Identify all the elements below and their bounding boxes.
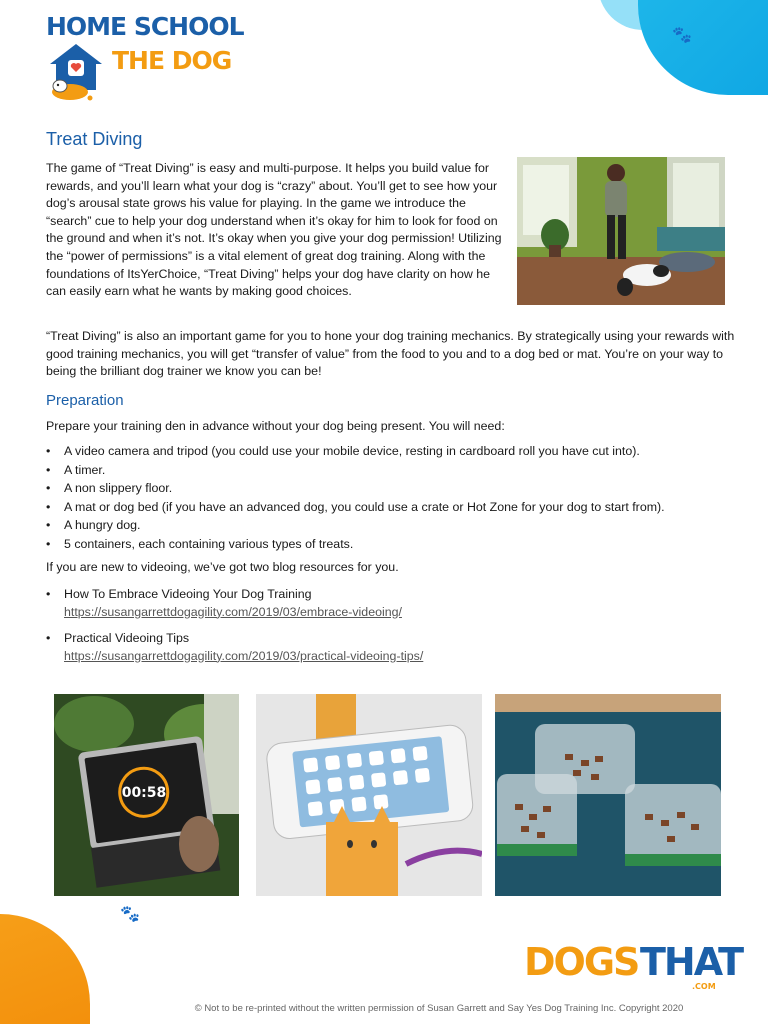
- logo-text-that: THAT: [640, 940, 743, 984]
- resource-title: How To Embrace Videoing Your Dog Training: [64, 587, 312, 601]
- photo-phone-on-cardboard-stand: [256, 694, 482, 896]
- video-resources-intro: If you are new to videoing, we’ve got two blog resources for you.: [46, 560, 399, 574]
- photo-woman-training-dog: [517, 157, 725, 305]
- resource-link[interactable]: https://susangarrettdogagility.com/2019/03/embrace-videoing/: [64, 604, 402, 619]
- list-item: • A hungry dog.: [46, 516, 736, 535]
- paw-icon: 🐾: [120, 906, 140, 923]
- photo-treat-containers: [495, 694, 721, 896]
- logo-text-dogs: DOGS: [524, 940, 639, 984]
- decorative-blob-top-right: [638, 0, 768, 95]
- dogs-that-logo[interactable]: [524, 930, 743, 998]
- timer-display: 00:58: [121, 785, 167, 801]
- paw-icon: 🐾: [672, 27, 692, 44]
- logo-text-com: .COM: [692, 982, 716, 991]
- list-item: • A timer.: [46, 461, 736, 480]
- home-school-the-dog-logo[interactable]: [46, 10, 244, 102]
- list-item: • A mat or dog bed (if you have an advanced dog, you could use a crate or Hot Zone for your dog to start from).: [46, 498, 736, 517]
- list-item: • A video camera and tripod (you could use your mobile device, resting in cardboard roll you have cut into).: [46, 442, 736, 461]
- photo-tablet-timer: [54, 694, 239, 896]
- resource-title: Practical Videoing Tips: [64, 631, 190, 645]
- resource-item: [46, 630, 736, 665]
- section-title-treat-diving: Treat Diving: [46, 129, 143, 149]
- treat-diving-paragraph-1: The game of “Treat Diving” is easy and multi-purpose. It helps you build value for rewards, and you’ll learn what your dog is “crazy” about. You’ll get to see how your dog’s arousal state grows his value for playing. In the game we introduce the “search” cue to help your dog understand when it’s okay for him to look for food on the ground and when it’s not. It’s okay when you give your dog permission! Utilizing the “power of permissions” is a vital element of great dog training. Along with the foundations of ItsYerChoice, “Treat Diving” helps your dog have clarity on how he can easily earn what he wants by making good choices.: [46, 161, 502, 299]
- resource-item: [46, 586, 736, 621]
- list-item: • 5 containers, each containing various types of treats.: [46, 535, 736, 554]
- copyright-notice: © Not to be re-printed without the written permission of Susan Garrett and Say Yes Dog Training Inc. Copyright 2020: [194, 1003, 684, 1014]
- supplies-list: [46, 442, 736, 553]
- treat-diving-paragraph-2: “Treat Diving” is also an important game for you to hone your dog training mechanics. By strategically using your rewards with good training mechanics, you will get “transfer of value” from the food to you and to a dog bed or mat. You’re on your way to being the brilliant dog trainer we know you can be!: [46, 329, 735, 379]
- section-title-preparation: Preparation: [46, 392, 124, 409]
- list-item: • A non slippery floor.: [46, 479, 736, 498]
- preparation-intro: Prepare your training den in advance without your dog being present. You will need:: [46, 419, 505, 433]
- blog-resources-list: [46, 586, 736, 674]
- logo-text-line2: THE DOG: [112, 46, 232, 75]
- logo-text-line1: HOME SCHOOL: [46, 12, 244, 41]
- dog-house-icon: [46, 40, 112, 102]
- resource-link[interactable]: https://susangarrettdogagility.com/2019/03/practical-videoing-tips/: [64, 648, 424, 663]
